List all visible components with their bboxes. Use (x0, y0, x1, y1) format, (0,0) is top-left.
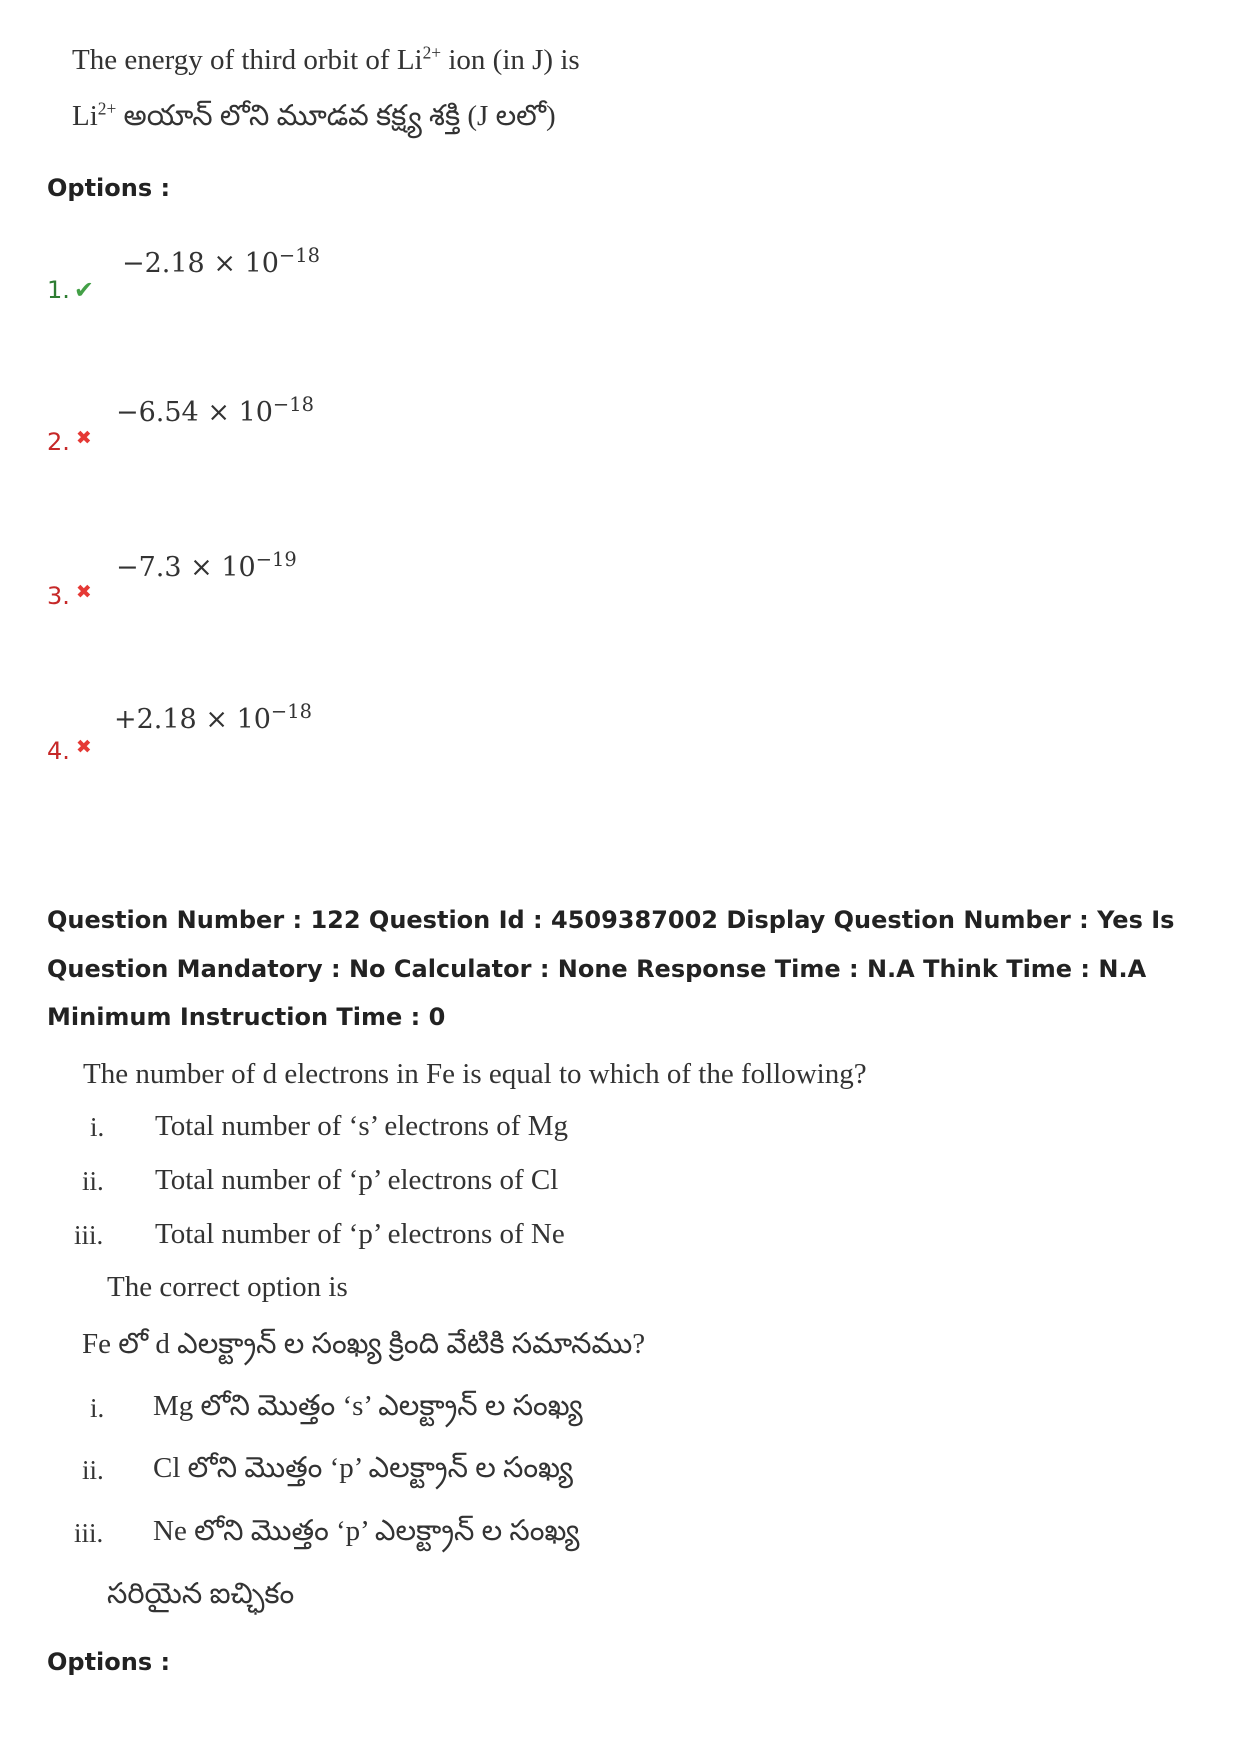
question-122-text-te: Fe లో d ఎలక్ట్రాన్ ల సంఖ్య క్రింది వేటికి సమానము? (82, 1328, 646, 1360)
options-label-122: Options : (47, 1648, 171, 1676)
item-te-1-roman: i. (90, 1393, 105, 1423)
item-te-2-text: Cl లోని మొత్తం ‘p’ ఎలక్ట్రాన్ ల సంఖ్య (153, 1452, 573, 1484)
item-te-3-roman: iii. (74, 1518, 104, 1548)
option-4-value: $+2.18 \times 10^{-18}$ (114, 700, 312, 735)
item-te-3-text: Ne లోని మొత్తం ‘p’ ఎలక్ట్రాన్ ల సంఖ్య (153, 1515, 580, 1547)
question-121-text-en: The energy of third orbit of $Li^{2+}$ ion (in J) is (72, 42, 580, 76)
options-label: Options : (47, 174, 171, 202)
option-2-marker: 2. ✖ (47, 427, 92, 456)
item-en-2-roman: ii. (82, 1166, 104, 1196)
item-en-1-text: Total number of ‘s’ electrons of Mg (155, 1110, 568, 1142)
option-2-value: $-6.54 \times 10^{-18}$ (116, 393, 314, 428)
item-en-2-text: Total number of ‘p’ electrons of Cl (155, 1164, 559, 1196)
cross-icon: ✖ (75, 581, 92, 603)
check-icon: ✔ (73, 276, 95, 304)
option-3-marker: 3. ✖ (47, 581, 92, 610)
item-te-1-text: Mg లోని మొత్తం ‘s’ ఎలక్ట్రాన్ ల సంఖ్య (153, 1390, 583, 1422)
option-3-value: $-7.3 \times 10^{-19}$ (116, 548, 297, 583)
item-te-2-roman: ii. (82, 1455, 104, 1485)
option-4-marker: 4. ✖ (47, 736, 92, 765)
cross-icon: ✖ (75, 427, 92, 449)
correct-option-en: The correct option is (107, 1271, 348, 1303)
question-121-text-te: $Li^{2+}$ అయాన్ లోని మూడవ కక్ష్య శక్తి (J లలో) (72, 98, 556, 132)
correct-option-te: సరియైన ఐచ్ఛికం (107, 1578, 295, 1610)
option-1-marker: 1. ✔ (47, 276, 95, 304)
item-en-3-text: Total number of ‘p’ electrons of Ne (155, 1218, 565, 1250)
item-en-1-roman: i. (90, 1112, 105, 1142)
item-en-3-roman: iii. (74, 1220, 104, 1250)
question-122-meta: Question Number : 122 Question Id : 4509387002 Display Question Number : Yes Is Question Mandatory : No Calculator : None Response Time : N.A Think Time : N.A Minimum Instruction Time : 0 (47, 906, 1175, 1031)
question-122-text-en: The number of d electrons in Fe is equal to which of the following? (83, 1058, 867, 1090)
cross-icon: ✖ (75, 736, 92, 758)
option-1-value: $-2.18 \times 10^{-18}$ (122, 244, 320, 279)
